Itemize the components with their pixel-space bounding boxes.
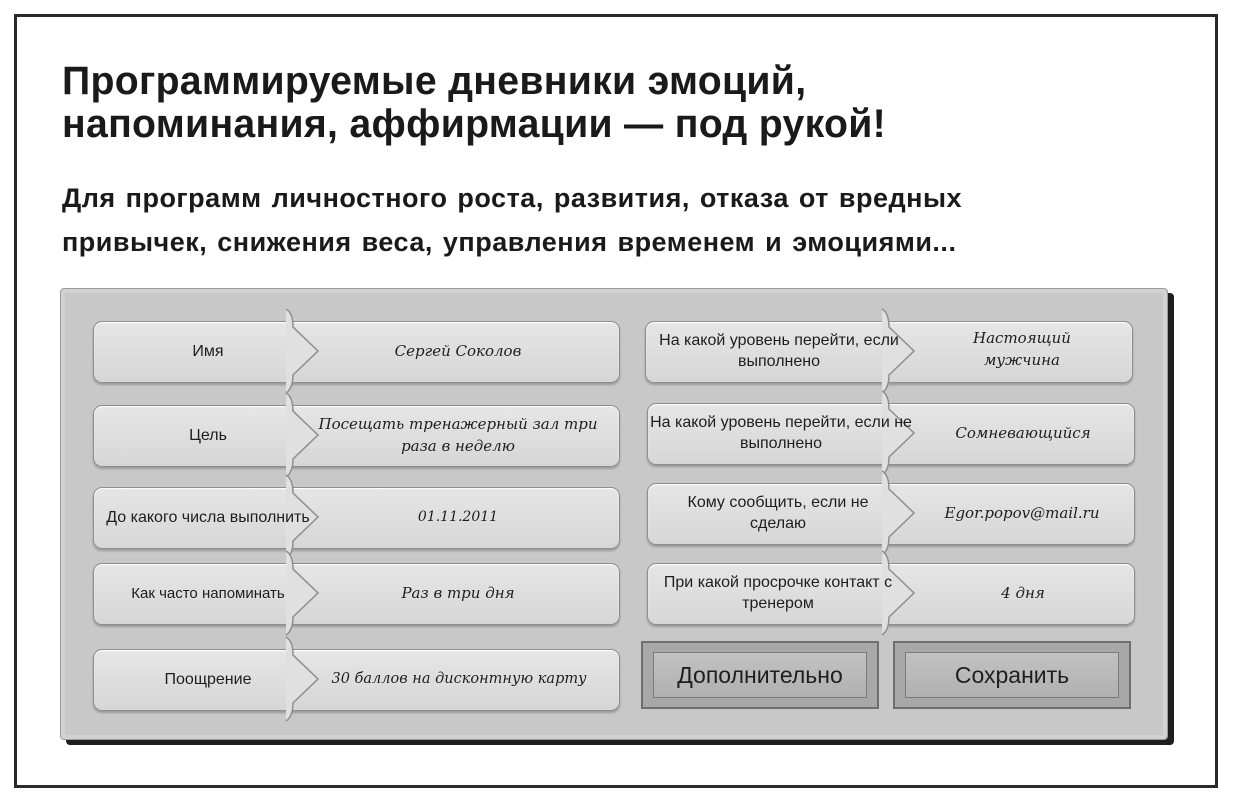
field-reminder-frequency-label: Как часто напоминать [131, 584, 285, 602]
field-name-label: Имя [192, 342, 224, 360]
field-trainer-contact-delay-value[interactable]: 4 дня [1001, 584, 1045, 602]
field-level-success-value[interactable]: Настоящий мужчина [973, 329, 1071, 369]
subheadline-line-1: Для программ личностного роста, развития, отказа от вредных [62, 183, 963, 213]
subheadline [62, 176, 962, 264]
field-deadline-label: До какого числа выполнить [106, 508, 310, 526]
save-button[interactable] [893, 641, 1131, 709]
save-button-label: Сохранить [905, 652, 1119, 698]
headline [62, 60, 886, 146]
headline-line-2: напоминания, аффирмации — под рукой! [62, 102, 886, 146]
diary-form-panel [60, 288, 1168, 740]
field-level-success-label: На какой уровень перейти, если выполнено [659, 332, 899, 370]
more-button-label: Дополнительно [653, 652, 867, 698]
field-level-failure-value[interactable]: Сомневающийся [955, 424, 1091, 442]
more-button[interactable] [641, 641, 879, 709]
field-reminder-frequency-value[interactable]: Раз в три дня [401, 584, 515, 602]
field-reward-value[interactable]: 30 баллов на дисконтную карту [331, 671, 587, 687]
headline-line-1: Программируемые дневники эмоций, [62, 59, 807, 103]
field-goal-value[interactable]: Посещать тренажерный зал три раза в неделю [318, 415, 598, 455]
field-reward-label: Поощрение [164, 670, 252, 688]
field-trainer-contact-delay-label: При какой просрочке контакт с тренером [663, 574, 893, 612]
field-level-failure-label: На какой уровень перейти, если не выполнено [650, 414, 912, 452]
field-deadline-value[interactable]: 01.11.2011 [417, 509, 499, 525]
field-notify-contact-value[interactable]: Egor.popov@mail.ru [944, 504, 1100, 522]
field-notify-contact-label: Кому сообщить, если не сделаю [687, 494, 869, 532]
field-name-value[interactable]: Сергей Соколов [394, 342, 522, 360]
field-goal-label: Цель [189, 426, 227, 444]
subheadline-line-2: привычек, снижения веса, управления временем и эмоциями... [62, 227, 957, 257]
